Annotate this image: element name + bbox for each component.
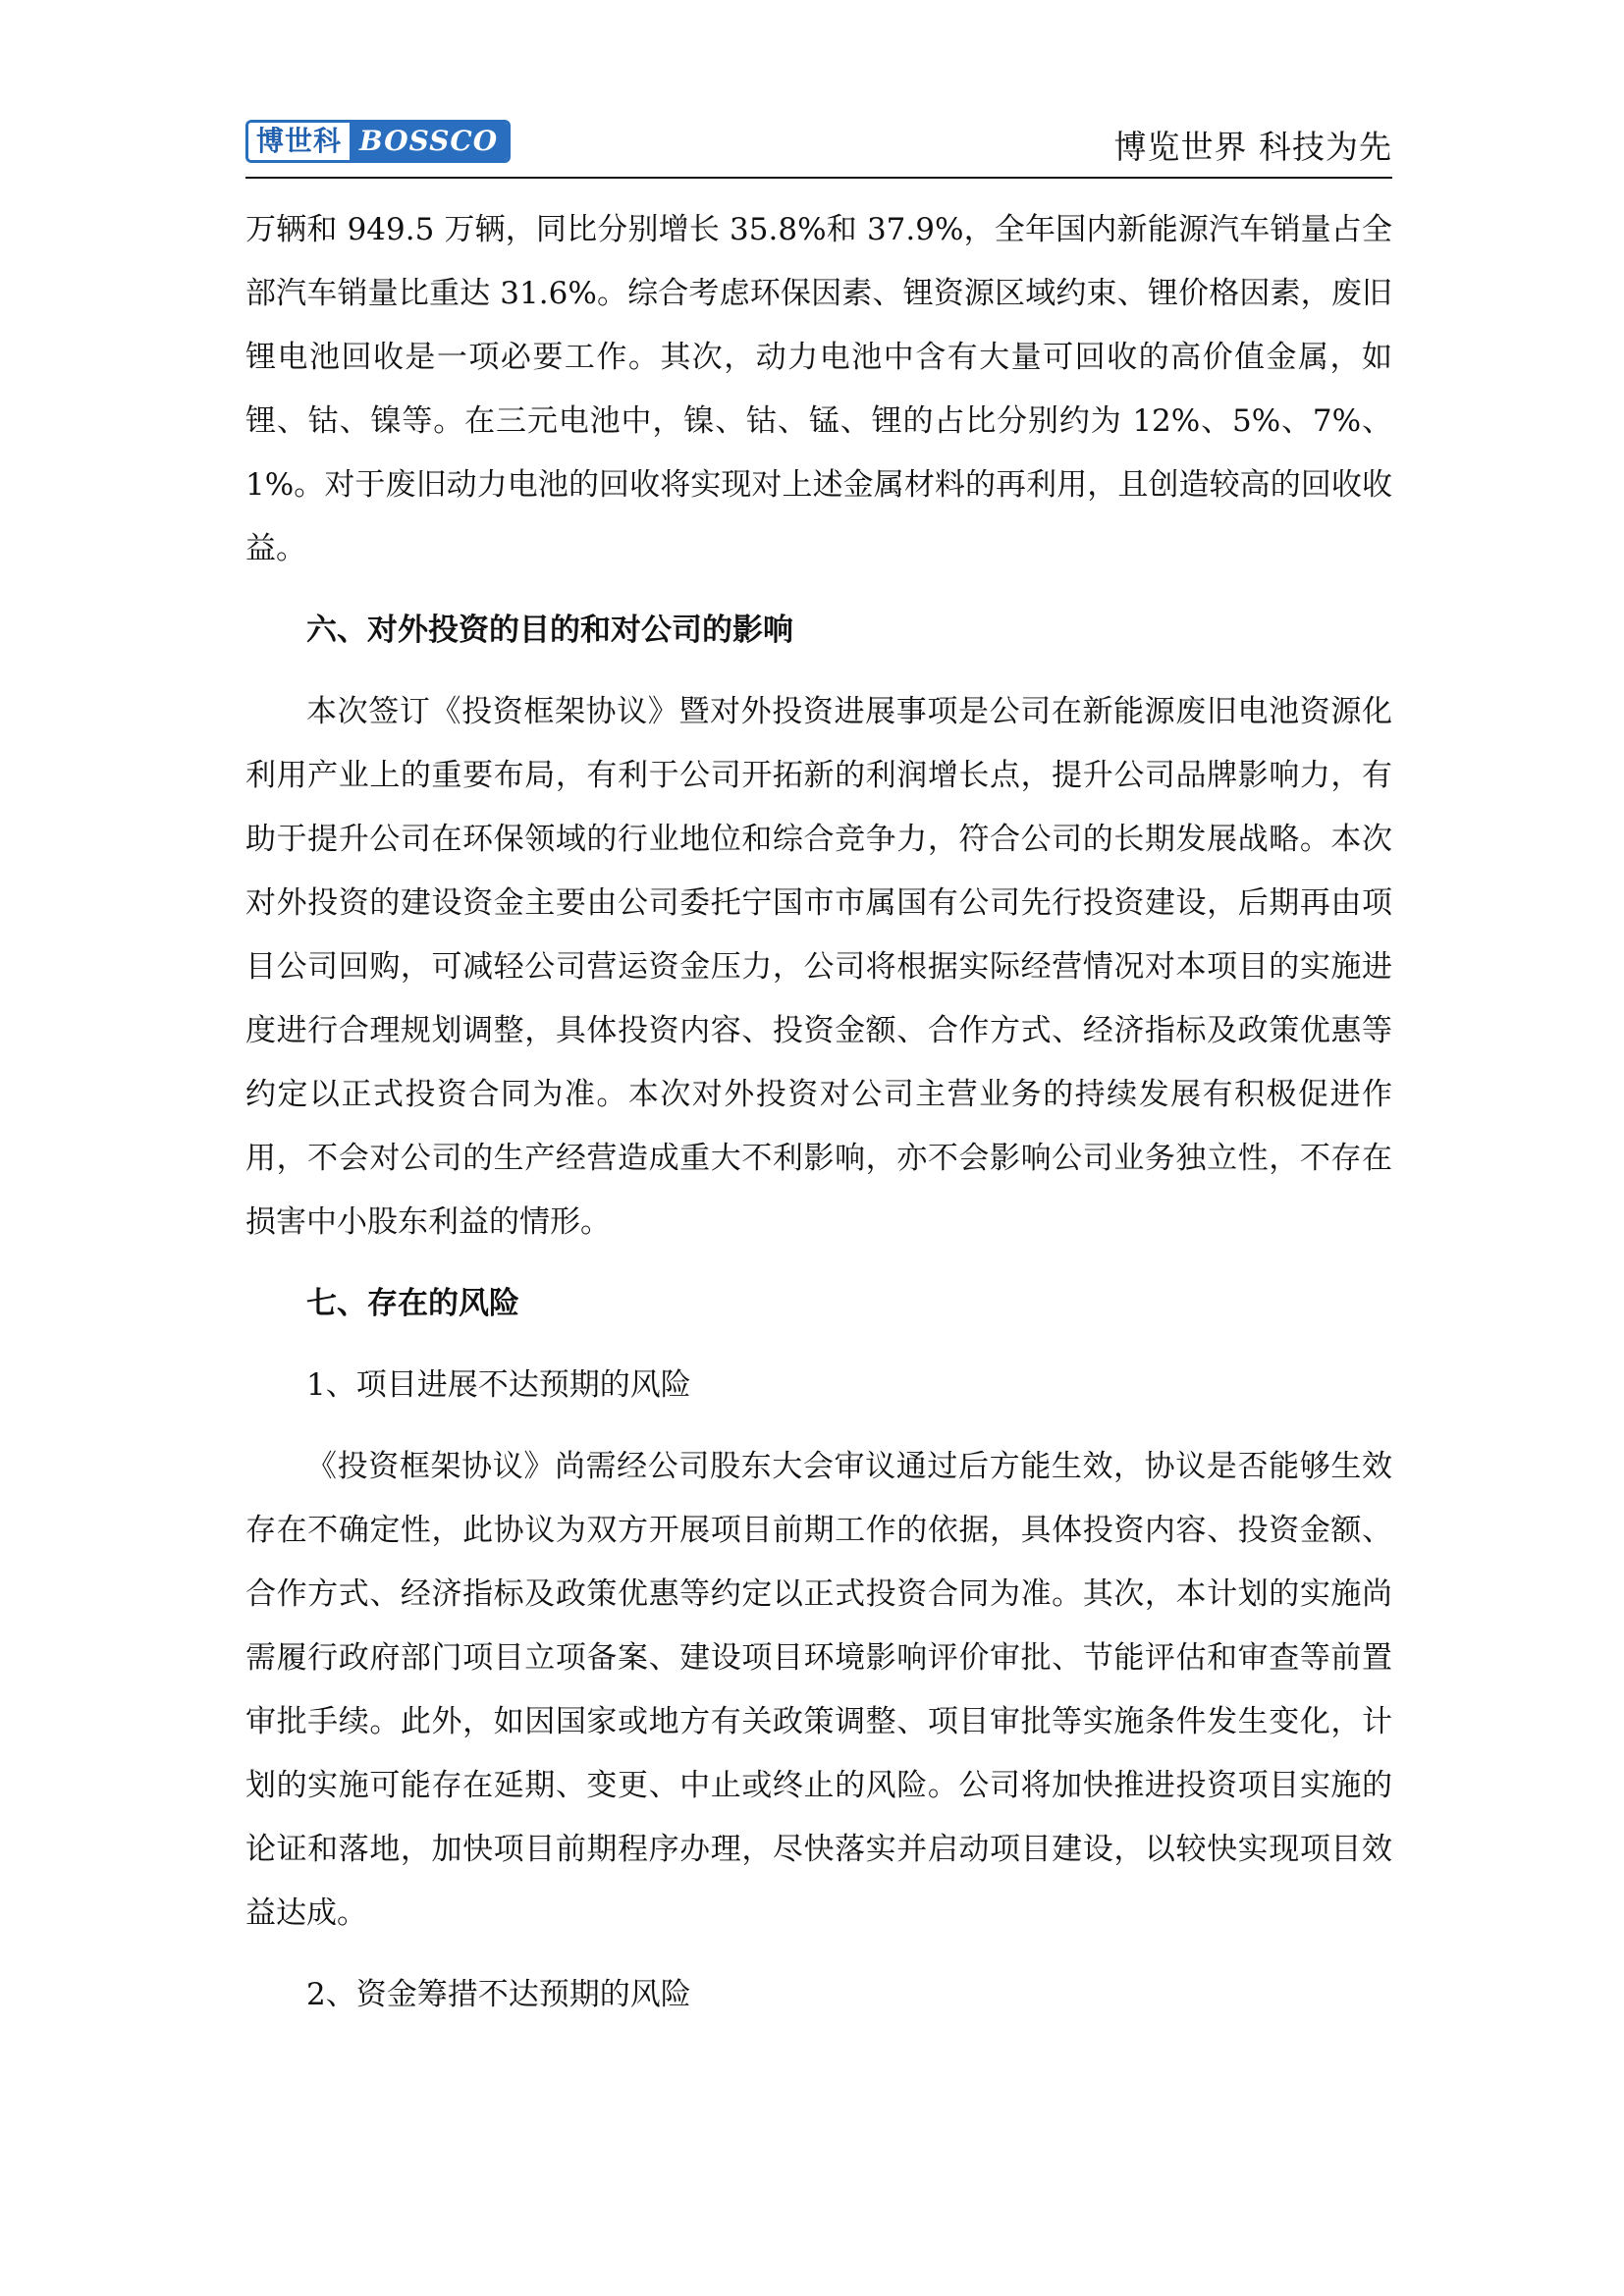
header-divider — [245, 177, 1392, 179]
header-slogan: 博览世界 科技为先 — [1113, 128, 1392, 166]
section-heading-6: 六、对外投资的目的和对公司的影响 — [306, 613, 793, 648]
section-heading-7: 七、存在的风险 — [306, 1286, 519, 1321]
company-logo — [245, 120, 511, 163]
paragraph-investment-purpose: 本次签订《投资框架协议》暨对外投资进展事项是公司在新能源废旧电池资源化利用产业上的重要布局，有利于公司开拓新的利润增长点，提升公司品牌影响力，有助于提升公司在环保领域的行业地位和综合竞争力，符合公司的长期发展战略。本次对外投资的建设资金主要由公司委托宁国市市属国有公司先行投资建设，后期再由项目公司回购，可减轻公司营运资金压力，公司将根据实际经营情况对本项目的实施进度进行合理规划调整，具体投资内容、投资金额、合作方式、经济指标及政策优惠等约定以正式投资合同为准。本次对外投资对公司主营业务的持续发展有积极促进作用，不会对公司的生产经营造成重大不利影响，亦不会影响公司业务独立性，不存在损害中小股东利益的情形。 — [245, 694, 1392, 1240]
page-header — [245, 116, 1392, 185]
subsection-heading-2: 2、资金筹措不达预期的风险 — [306, 1977, 691, 2012]
document-body — [245, 198, 1392, 2045]
subsection-heading-1: 1、项目进展不达预期的风险 — [306, 1367, 691, 1403]
paragraph-project-risk: 《投资框架协议》尚需经公司股东大会审议通过后方能生效，协议是否能够生效存在不确定性，此协议为双方开展项目前期工作的依据，具体投资内容、投资金额、合作方式、经济指标及政策优惠等约定以正式投资合同为准。其次，本计划的实施尚需履行政府部门项目立项备案、建设项目环境影响评价审批、节能评估和审查等前置审批手续。此外，如因国家或地方有关政策调整、项目审批等实施条件发生变化，计划的实施可能存在延期、变更、中止或终止的风险。公司将加快推进投资项目实施的论证和落地，加快项目前期程序办理，尽快落实并启动项目建设，以较快实现项目效益达成。 — [245, 1449, 1392, 1931]
logo-chinese-text: 博世科 — [248, 123, 350, 160]
paragraph-continued: 万辆和 949.5 万辆，同比分别增长 35.8%和 37.9%，全年国内新能源汽车销量占全部汽车销量比重达 31.6%。综合考虑环保因素、锂资源区域约束、锂价格因素，废旧锂电池回收是一项必要工作。其次，动力电池中含有大量可回收的高价值金属，如锂、钴、镍等。在三元电池中，镍、钴、锰、锂的占比分别约为 12%、5%、7%、1%。对于废旧动力电池的回收将实现对上述金属材料的再利用，且创造较高的回收收益。 — [245, 212, 1392, 566]
logo-english-text: BOSSCO — [350, 123, 508, 160]
